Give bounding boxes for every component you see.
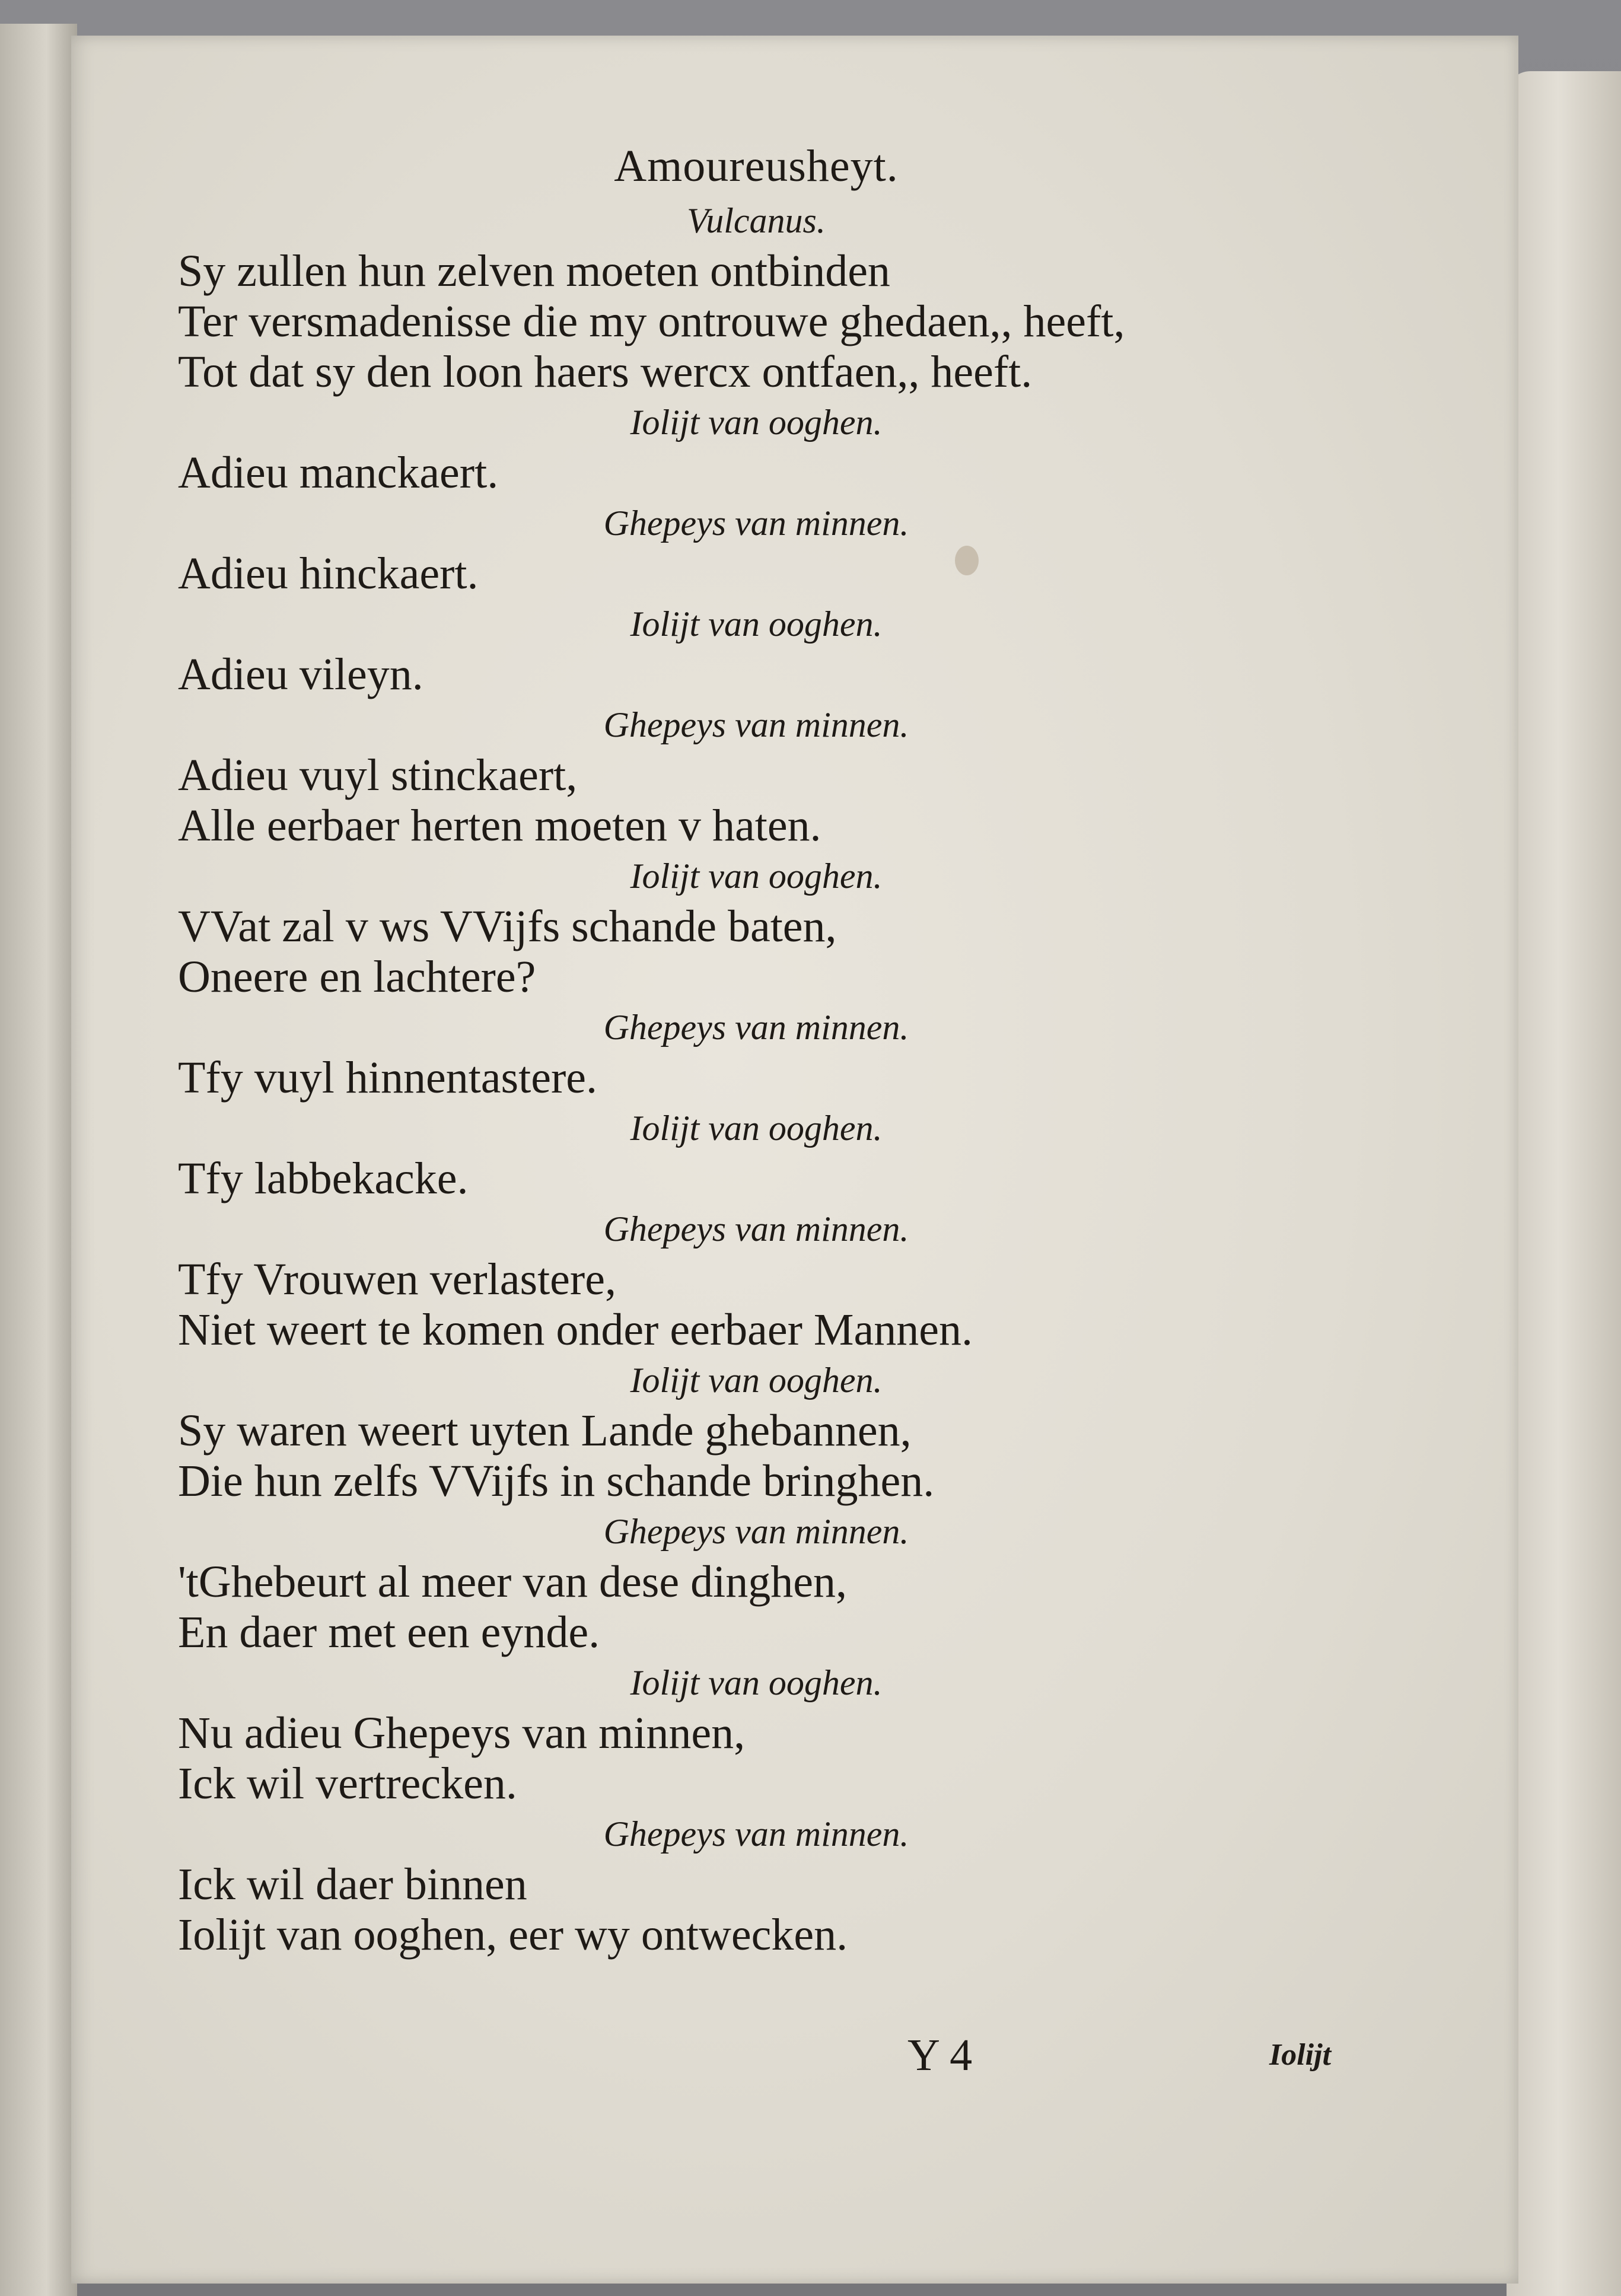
verse-line: Adieu vuyl stinckaert, bbox=[178, 750, 578, 800]
verse-line: Sy zullen hun zelven moeten ontbinden bbox=[178, 246, 890, 296]
verse-line: 'tGhebeurt al meer van dese dinghen, bbox=[178, 1557, 847, 1607]
page-footer bbox=[71, 2028, 1518, 2082]
speaker-heading: Iolijt van ooghen. bbox=[630, 1109, 883, 1148]
verse-line: Niet weert te komen onder eerbaer Mannen. bbox=[178, 1305, 973, 1355]
speaker-heading: Ghepeys van minnen. bbox=[603, 1814, 909, 1854]
speaker-heading: Vulcanus. bbox=[687, 201, 826, 240]
signature-mark: Y 4 bbox=[907, 2030, 973, 2080]
running-head: Amoureusheyt. bbox=[614, 141, 899, 191]
verse-line: Nu adieu Ghepeys van minnen, bbox=[178, 1708, 746, 1758]
verse-line: Tfy vuyl hinnentastere. bbox=[178, 1053, 598, 1103]
speaker-heading: Ghepeys van minnen. bbox=[603, 1512, 909, 1551]
speaker-heading: Ghepeys van minnen. bbox=[603, 1008, 909, 1047]
verse-line: Die hun zelfs VVijfs in schande bringhen. bbox=[178, 1456, 935, 1506]
catchword: Iolijt bbox=[1269, 2038, 1332, 2072]
verse-line: Adieu manckaert. bbox=[178, 448, 499, 498]
speaker-heading: Ghepeys van minnen. bbox=[603, 705, 909, 744]
verse-line: Ter versmadenisse die my ontrouwe ghedaen,, heeft, bbox=[178, 297, 1125, 346]
verse-line: VVat zal v ws VVijfs schande baten, bbox=[178, 902, 837, 951]
verse-line: Ick wil vertrecken. bbox=[178, 1759, 517, 1808]
verse-line: Ick wil daer binnen bbox=[178, 1859, 527, 1909]
verse-line: Tot dat sy den loon haers wercx ontfaen,, heeft. bbox=[178, 347, 1033, 397]
speaker-heading: Ghepeys van minnen. bbox=[603, 504, 909, 543]
book-page bbox=[71, 36, 1518, 2284]
speaker-heading: Iolijt van ooghen. bbox=[630, 604, 883, 644]
verse-line: Tfy labbekacke. bbox=[178, 1154, 469, 1203]
left-page-edge bbox=[0, 24, 77, 2296]
speaker-heading: Iolijt van ooghen. bbox=[630, 1361, 883, 1400]
verse-line: Iolijt van ooghen, eer wy ontwecken. bbox=[178, 1910, 848, 1960]
verse-line: Adieu vileyn. bbox=[178, 649, 423, 699]
speaker-heading: Iolijt van ooghen. bbox=[630, 1663, 883, 1702]
book-binding bbox=[1507, 71, 1621, 2296]
verse-line: Alle eerbaer herten moeten v haten. bbox=[178, 801, 821, 851]
speaker-heading: Ghepeys van minnen. bbox=[603, 1209, 909, 1249]
verse-line: Tfy Vrouwen verlastere, bbox=[178, 1254, 616, 1304]
speaker-heading: Iolijt van ooghen. bbox=[630, 856, 883, 896]
play-text bbox=[178, 196, 1335, 1960]
verse-line: En daer met een eynde. bbox=[178, 1607, 600, 1657]
verse-line: Oneere en lachtere? bbox=[178, 952, 536, 1002]
speaker-heading: Iolijt van ooghen. bbox=[630, 403, 883, 442]
verse-line: Sy waren weert uyten Lande ghebannen, bbox=[178, 1406, 912, 1456]
verse-line: Adieu hinckaert. bbox=[178, 549, 479, 598]
page-text bbox=[178, 136, 1335, 1960]
